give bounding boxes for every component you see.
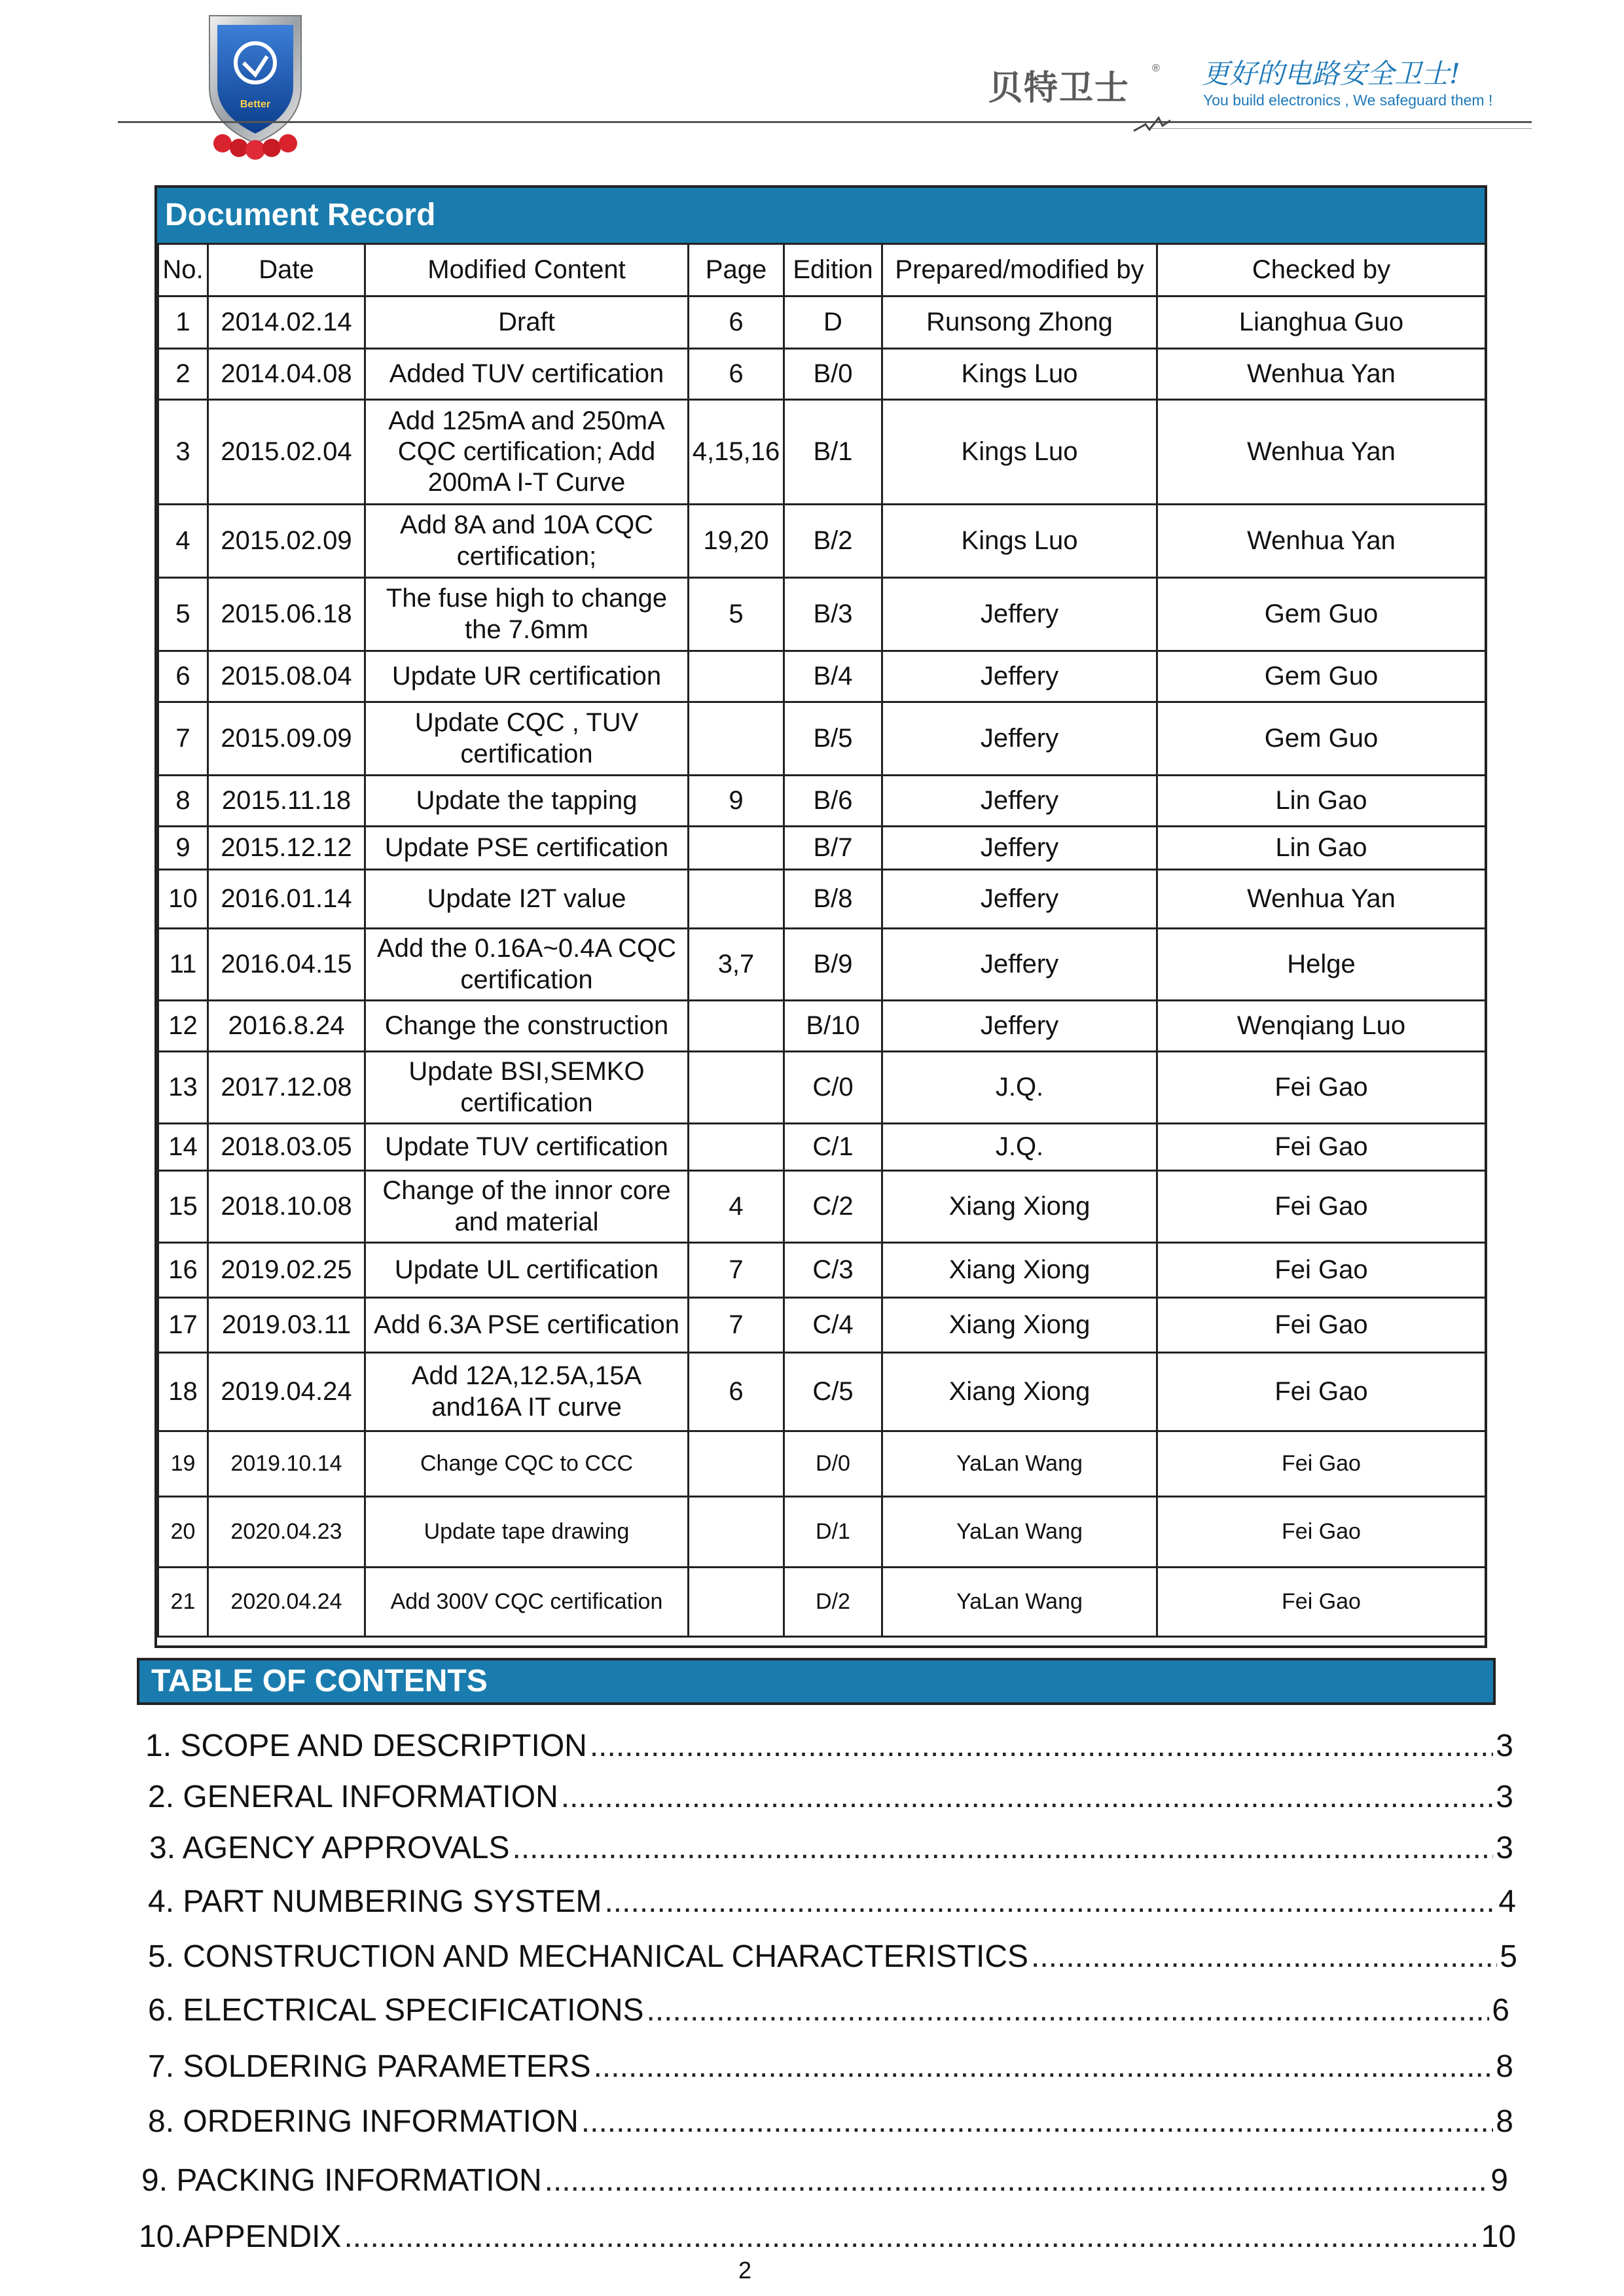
cell-date: 2016.01.14 xyxy=(208,870,365,929)
cell-page xyxy=(689,870,784,929)
cell-checked: Fei Gao xyxy=(1157,1124,1486,1171)
table-row xyxy=(158,1171,1486,1243)
cell-content: Add 8A and 10A CQC certification; xyxy=(365,505,689,578)
cell-edition: B/10 xyxy=(784,1001,882,1052)
cell-checked: Fei Gao xyxy=(1157,1171,1486,1243)
toc-entry[interactable] xyxy=(148,2104,1513,2140)
toc-title: TABLE OF CONTENTS xyxy=(137,1658,1496,1705)
cell-no: 5 xyxy=(158,578,208,651)
cell-no: 12 xyxy=(158,1001,208,1052)
cell-prepared: Jeffery xyxy=(882,702,1157,776)
toc-entry-label: 5. CONSTRUCTION AND MECHANICAL CHARACTERISTICS xyxy=(148,1939,1029,1974)
cell-checked: Wenhua Yan xyxy=(1157,870,1486,929)
cell-content: Add 6.3A PSE certification xyxy=(365,1298,689,1353)
table-row xyxy=(158,505,1486,578)
cell-checked: Wenhua Yan xyxy=(1157,400,1486,505)
cell-page: 5 xyxy=(689,578,784,651)
table-row xyxy=(158,578,1486,651)
cell-date: 2017.12.08 xyxy=(208,1052,365,1124)
cell-edition: B/6 xyxy=(784,776,882,827)
cell-checked: Fei Gao xyxy=(1157,1568,1486,1637)
cell-edition: B/2 xyxy=(784,505,882,578)
cell-checked: Lin Gao xyxy=(1157,827,1486,870)
cell-content: Update tape drawing xyxy=(365,1497,689,1568)
cell-prepared: Xiang Xiong xyxy=(882,1171,1157,1243)
toc-entry-page: 8 xyxy=(1496,2049,1513,2084)
cell-edition: B/5 xyxy=(784,702,882,776)
cell-checked: Wenqiang Luo xyxy=(1157,1001,1486,1052)
cell-content: Update TUV certification xyxy=(365,1124,689,1171)
cell-checked: Fei Gao xyxy=(1157,1243,1486,1298)
toc-entry-label: 1. SCOPE AND DESCRIPTION xyxy=(145,1729,587,1763)
cell-content: Add the 0.16A~0.4A CQC certification xyxy=(365,929,689,1001)
toc-entry-label: 9. PACKING INFORMATION xyxy=(141,2163,542,2198)
toc-entry-label: 7. SOLDERING PARAMETERS xyxy=(148,2049,591,2084)
cell-date: 2019.04.24 xyxy=(208,1353,365,1431)
cell-date: 2014.04.08 xyxy=(208,349,365,400)
table-row xyxy=(158,1124,1486,1171)
lightning-squiggle-icon xyxy=(1132,111,1172,137)
cell-page: 6 xyxy=(689,349,784,400)
toc-entry[interactable] xyxy=(141,2162,1508,2198)
cell-prepared: YaLan Wang xyxy=(882,1568,1157,1637)
table-row xyxy=(158,1298,1486,1353)
cell-checked: Gem Guo xyxy=(1157,651,1486,702)
cell-page: 4,15,16 xyxy=(689,400,784,505)
cell-page xyxy=(689,651,784,702)
cell-checked: Fei Gao xyxy=(1157,1298,1486,1353)
cell-date: 2015.06.18 xyxy=(208,578,365,651)
cell-content: Added TUV certification xyxy=(365,349,689,400)
table-header-row xyxy=(158,244,1486,296)
cell-page xyxy=(689,1124,784,1171)
cell-no: 11 xyxy=(158,929,208,1001)
toc-entry-page: 3 xyxy=(1496,1729,1513,1763)
column-header: Edition xyxy=(784,244,882,296)
cell-content: Change the construction xyxy=(365,1001,689,1052)
cell-no: 19 xyxy=(158,1431,208,1497)
page-number: 2 xyxy=(738,2257,752,2284)
table-row xyxy=(158,400,1486,505)
toc-entry-page: 10 xyxy=(1481,2219,1516,2254)
cell-content: Update UL certification xyxy=(365,1243,689,1298)
cell-date: 2015.11.18 xyxy=(208,776,365,827)
cell-date: 2015.08.04 xyxy=(208,651,365,702)
table-row xyxy=(158,1001,1486,1052)
toc-entry-page: 5 xyxy=(1500,1939,1517,1974)
toc-leader-dots xyxy=(545,2162,1489,2198)
cell-edition: D/0 xyxy=(784,1431,882,1497)
cell-date: 2015.02.09 xyxy=(208,505,365,578)
cell-checked: Fei Gao xyxy=(1157,1353,1486,1431)
cell-date: 2018.03.05 xyxy=(208,1124,365,1171)
column-header: No. xyxy=(158,244,208,296)
cell-no: 8 xyxy=(158,776,208,827)
cell-no: 17 xyxy=(158,1298,208,1353)
header-rule xyxy=(118,121,1532,123)
column-header: Date xyxy=(208,244,365,296)
cell-edition: B/9 xyxy=(784,929,882,1001)
cell-checked: Fei Gao xyxy=(1157,1052,1486,1124)
toc-entry-label: 10.APPENDIX xyxy=(139,2219,342,2254)
cell-edition: C/0 xyxy=(784,1052,882,1124)
table-row xyxy=(158,1052,1486,1124)
cell-page: 6 xyxy=(689,1353,784,1431)
toc-entry[interactable] xyxy=(148,1779,1513,1815)
cell-prepared: Kings Luo xyxy=(882,349,1157,400)
toc-leader-dots xyxy=(647,1992,1490,2028)
toc-entry-page: 4 xyxy=(1498,1884,1516,1919)
cell-no: 15 xyxy=(158,1171,208,1243)
cell-page: 6 xyxy=(689,296,784,349)
cell-date: 2015.12.12 xyxy=(208,827,365,870)
toc-entry[interactable] xyxy=(148,1884,1516,1920)
toc-entry-page: 9 xyxy=(1490,2163,1508,2198)
toc-entry-page: 8 xyxy=(1496,2104,1513,2139)
table-row xyxy=(158,1353,1486,1431)
cell-date: 2020.04.24 xyxy=(208,1568,365,1637)
toc-leader-dots xyxy=(581,2104,1494,2140)
toc-leader-dots xyxy=(561,1779,1494,1815)
cell-prepared: Jeffery xyxy=(882,870,1157,929)
cell-edition: B/0 xyxy=(784,349,882,400)
toc-entry[interactable] xyxy=(139,2219,1516,2255)
cell-page: 7 xyxy=(689,1298,784,1353)
cell-date: 2015.09.09 xyxy=(208,702,365,776)
cell-no: 18 xyxy=(158,1353,208,1431)
toc-entry[interactable] xyxy=(145,1728,1513,1764)
cell-checked: Gem Guo xyxy=(1157,578,1486,651)
cell-checked: Fei Gao xyxy=(1157,1431,1486,1497)
table-row xyxy=(158,776,1486,827)
cell-page: 19,20 xyxy=(689,505,784,578)
cell-no: 3 xyxy=(158,400,208,505)
toc-entry[interactable] xyxy=(149,1830,1513,1866)
registered-mark: ® xyxy=(1152,63,1160,74)
cell-page xyxy=(689,1052,784,1124)
toc-entry-page: 6 xyxy=(1492,1993,1509,2028)
cell-prepared: Jeffery xyxy=(882,929,1157,1001)
cell-content: The fuse high to change the 7.6mm xyxy=(365,578,689,651)
cell-date: 2014.02.14 xyxy=(208,296,365,349)
slogan-cn: 更好的电路安全卫士! xyxy=(1202,58,1460,90)
cell-content: Add 12A,12.5A,15A and16A IT curve xyxy=(365,1353,689,1431)
table-row xyxy=(158,1497,1486,1568)
cell-no: 20 xyxy=(158,1497,208,1568)
cell-checked: Helge xyxy=(1157,929,1486,1001)
column-header: Modified Content xyxy=(365,244,689,296)
cell-content: Add 125mA and 250mA CQC certification; Add 200mA I-T Curve xyxy=(365,400,689,505)
toc-entry[interactable] xyxy=(148,1939,1517,1975)
column-header: Page xyxy=(689,244,784,296)
cell-checked: Wenhua Yan xyxy=(1157,505,1486,578)
cell-page: 7 xyxy=(689,1243,784,1298)
slogan-en: You build electronics , We safeguard them ! xyxy=(1203,92,1493,109)
cell-page xyxy=(689,1001,784,1052)
cell-date: 2019.02.25 xyxy=(208,1243,365,1298)
cell-prepared: Jeffery xyxy=(882,651,1157,702)
toc-leader-dots xyxy=(590,1728,1493,1764)
table-row xyxy=(158,1568,1486,1637)
cell-content: Update the tapping xyxy=(365,776,689,827)
cell-edition: B/4 xyxy=(784,651,882,702)
table-row xyxy=(158,349,1486,400)
cell-date: 2019.10.14 xyxy=(208,1431,365,1497)
cell-page xyxy=(689,1497,784,1568)
table-row xyxy=(158,929,1486,1001)
table-row xyxy=(158,827,1486,870)
table-row xyxy=(158,870,1486,929)
cell-no: 10 xyxy=(158,870,208,929)
cell-no: 21 xyxy=(158,1568,208,1637)
toc-entry-label: 6. ELECTRICAL SPECIFICATIONS xyxy=(148,1993,644,2028)
cell-date: 2018.10.08 xyxy=(208,1171,365,1243)
cell-no: 13 xyxy=(158,1052,208,1124)
cell-prepared: Jeffery xyxy=(882,578,1157,651)
cell-page xyxy=(689,827,784,870)
cell-prepared: Kings Luo xyxy=(882,400,1157,505)
cell-edition: C/1 xyxy=(784,1124,882,1171)
cell-edition: D xyxy=(784,296,882,349)
cell-content: Update CQC , TUV certification xyxy=(365,702,689,776)
cell-prepared: Jeffery xyxy=(882,827,1157,870)
cell-checked: Fei Gao xyxy=(1157,1497,1486,1568)
document-record-table xyxy=(157,243,1487,1638)
cell-date: 2015.02.04 xyxy=(208,400,365,505)
column-header: Prepared/modified by xyxy=(882,244,1157,296)
cell-content: Draft xyxy=(365,296,689,349)
document-record xyxy=(154,185,1487,1648)
cell-content: Update BSI,SEMKO certification xyxy=(365,1052,689,1124)
cell-edition: D/1 xyxy=(784,1497,882,1568)
cell-no: 7 xyxy=(158,702,208,776)
toc-entry-label: 3. AGENCY APPROVALS xyxy=(149,1831,510,1865)
cell-no: 4 xyxy=(158,505,208,578)
cell-date: 2016.04.15 xyxy=(208,929,365,1001)
header-rule-secondary xyxy=(1152,128,1532,129)
cell-prepared: Xiang Xiong xyxy=(882,1298,1157,1353)
cell-content: Change CQC to CCC xyxy=(365,1431,689,1497)
cell-prepared: YaLan Wang xyxy=(882,1497,1157,1568)
cell-edition: B/1 xyxy=(784,400,882,505)
cell-checked: Gem Guo xyxy=(1157,702,1486,776)
cell-no: 14 xyxy=(158,1124,208,1171)
cell-prepared: J.Q. xyxy=(882,1124,1157,1171)
brand-name-cn: 贝特卫士 xyxy=(988,69,1130,108)
cell-no: 6 xyxy=(158,651,208,702)
table-row xyxy=(158,651,1486,702)
company-logo-shield xyxy=(196,9,314,160)
toc-leader-dots xyxy=(1031,1939,1497,1975)
cell-prepared: Runsong Zhong xyxy=(882,296,1157,349)
logo-text: Better xyxy=(240,99,271,110)
cell-edition: C/2 xyxy=(784,1171,882,1243)
cell-prepared: J.Q. xyxy=(882,1052,1157,1124)
toc-entry[interactable] xyxy=(148,2049,1513,2085)
cell-no: 2 xyxy=(158,349,208,400)
cell-page: 9 xyxy=(689,776,784,827)
cell-prepared: Xiang Xiong xyxy=(882,1243,1157,1298)
toc-entry-page: 3 xyxy=(1496,1831,1513,1865)
table-row xyxy=(158,1431,1486,1497)
cell-page: 4 xyxy=(689,1171,784,1243)
cell-page xyxy=(689,1431,784,1497)
column-header: Checked by xyxy=(1157,244,1486,296)
toc-entry[interactable] xyxy=(148,1992,1509,2028)
cell-content: Update I2T value xyxy=(365,870,689,929)
toc-leader-dots xyxy=(344,2219,1478,2255)
cell-prepared: Kings Luo xyxy=(882,505,1157,578)
toc-leader-dots xyxy=(594,2049,1494,2085)
document-record-title: Document Record xyxy=(157,188,1485,243)
cell-edition: C/3 xyxy=(784,1243,882,1298)
cell-edition: C/5 xyxy=(784,1353,882,1431)
cell-content: Add 300V CQC certification xyxy=(365,1568,689,1637)
cell-date: 2020.04.23 xyxy=(208,1497,365,1568)
toc-leader-dots xyxy=(604,1884,1496,1920)
cell-page xyxy=(689,702,784,776)
cell-checked: Lianghua Guo xyxy=(1157,296,1486,349)
cell-checked: Lin Gao xyxy=(1157,776,1486,827)
cell-edition: D/2 xyxy=(784,1568,882,1637)
cell-edition: B/3 xyxy=(784,578,882,651)
cell-date: 2019.03.11 xyxy=(208,1298,365,1353)
cell-content: Update UR certification xyxy=(365,651,689,702)
cell-page xyxy=(689,1568,784,1637)
cell-prepared: Jeffery xyxy=(882,1001,1157,1052)
cell-content: Change of the innor core and material xyxy=(365,1171,689,1243)
cell-no: 1 xyxy=(158,296,208,349)
cell-content: Update PSE certification xyxy=(365,827,689,870)
cell-prepared: Jeffery xyxy=(882,776,1157,827)
cell-edition: B/8 xyxy=(784,870,882,929)
cell-checked: Wenhua Yan xyxy=(1157,349,1486,400)
table-row xyxy=(158,1243,1486,1298)
cell-date: 2016.8.24 xyxy=(208,1001,365,1052)
toc-leader-dots xyxy=(512,1830,1493,1866)
toc-entry-label: 2. GENERAL INFORMATION xyxy=(148,1780,558,1814)
cell-edition: B/7 xyxy=(784,827,882,870)
cell-prepared: YaLan Wang xyxy=(882,1431,1157,1497)
cell-no: 16 xyxy=(158,1243,208,1298)
cell-edition: C/4 xyxy=(784,1298,882,1353)
toc-entry-label: 4. PART NUMBERING SYSTEM xyxy=(148,1884,602,1919)
toc-entry-label: 8. ORDERING INFORMATION xyxy=(148,2104,579,2139)
cell-page: 3,7 xyxy=(689,929,784,1001)
table-row xyxy=(158,296,1486,349)
toc-entry-page: 3 xyxy=(1496,1780,1513,1814)
cell-prepared: Xiang Xiong xyxy=(882,1353,1157,1431)
cell-no: 9 xyxy=(158,827,208,870)
table-row xyxy=(158,702,1486,776)
